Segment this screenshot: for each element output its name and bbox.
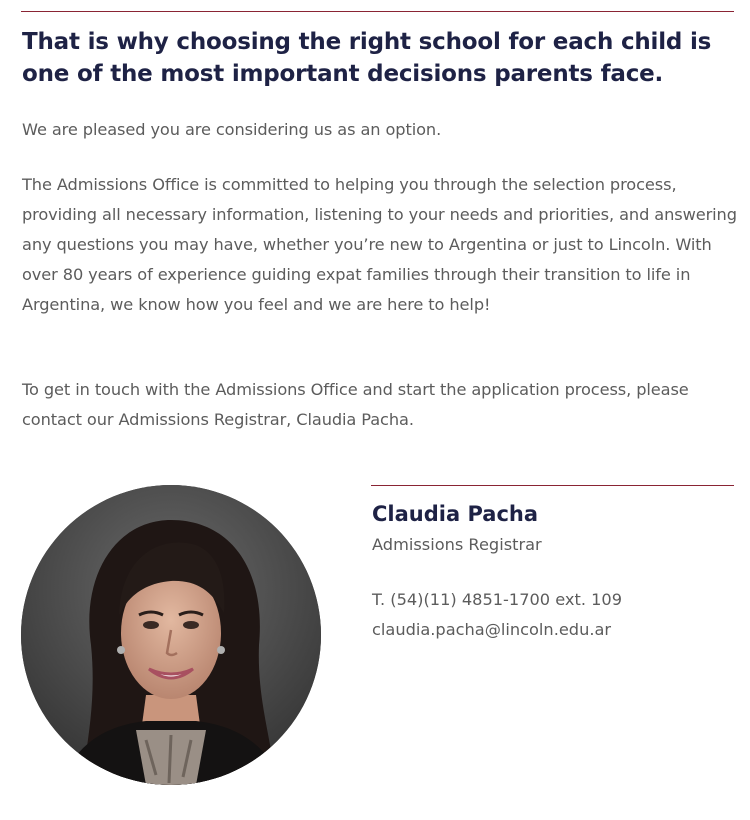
top-divider [21,11,734,12]
section-headline: That is why choosing the right school for each child is one of the most important decisions parents face. [22,29,712,87]
intro-paragraph-3: To get in touch with the Admissions Office and start the application process, please contact our Admissions Registrar, Claudia Pacha. [22,380,689,429]
portrait-image [21,485,321,785]
contact-email-link[interactable]: claudia.pacha@lincoln.edu.ar [372,620,612,639]
intro-paragraph-2: The Admissions Office is committed to helping you through the selection process, providing all necessary information, listening to your needs and priorities, and answering any questions you may have, whether you’re new to Argentina or just to Lincoln. With over 80 years of experience guiding expat families through their transition to life in Argentina, we know how you feel and we are here to help! [22,175,737,314]
contact-name: Claudia Pacha [372,502,539,526]
contact-divider [371,485,734,486]
contact-portrait [21,485,321,785]
contact-role: Admissions Registrar [372,535,542,554]
intro-paragraph-1: We are pleased you are considering us as an option. [22,120,442,139]
contact-phone[interactable]: T. (54)(11) 4851-1700 ext. 109 [372,590,623,609]
